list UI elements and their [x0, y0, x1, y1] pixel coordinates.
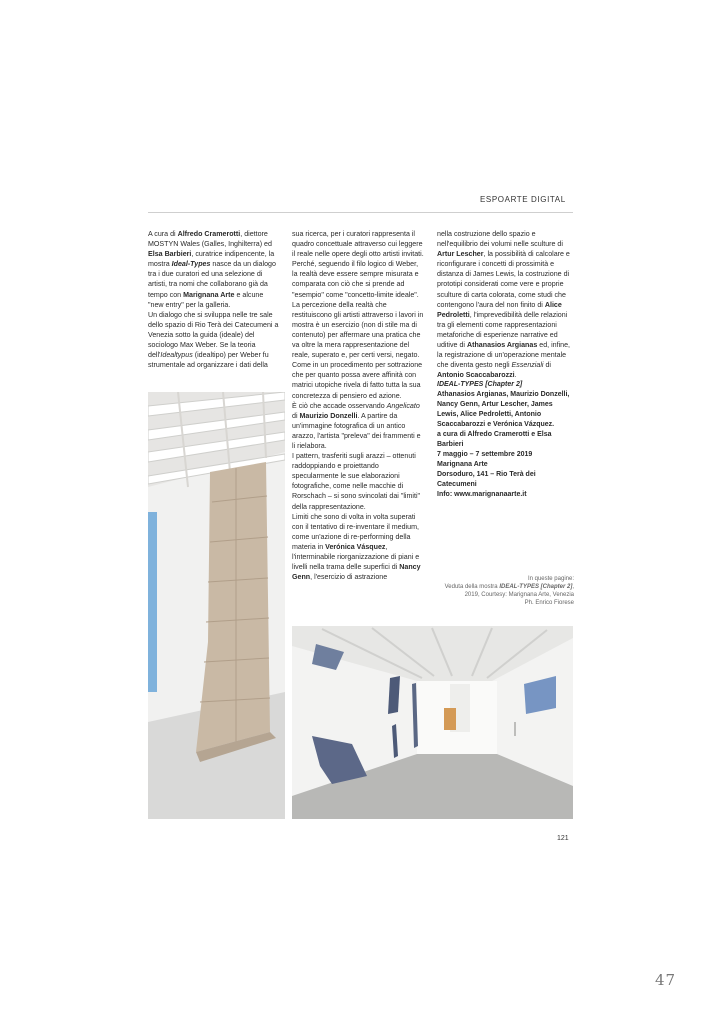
highlighted-text: Elsa Barbieri: [148, 250, 192, 259]
body-text: , la possibilità di calcolare e riconfigurare i concetti di prossimità e distanza di James Lewis, la costruzione di prototipi considerati come vere e proprie sculture di carta colorata, come studi che contengono l'aura del non finito di: [437, 250, 570, 309]
article-paragraph: [292, 512, 425, 583]
highlighted-text: Marignana Arte: [183, 290, 235, 299]
body-text: sua ricerca, per i curatori rappresenta il quadro concettuale attraverso cui leggere il reale nelle opere degli otto artisti invitati. Perché, seguendo il filo logico di Weber, la realtà deve essere sempre misurata e comparata con ciò che si prende ad "esempio" come "concetto-limite ideale".: [292, 230, 424, 299]
infobox-artists: Athanasios Argianas, Maurizio Donzelli, Nancy Genn, Artur Lescher, James Lewis, Alice Pedroletti, Antonio Scaccabarozzi e Verónica Vázquez.: [437, 391, 570, 429]
page-folio: 121: [557, 835, 569, 842]
body-text: A cura di: [148, 230, 178, 238]
exhibition-photo-corridor: [292, 626, 573, 819]
highlighted-text: Ideal-Types: [171, 260, 211, 269]
article-paragraph: [292, 300, 425, 361]
body-text: (idealtipo) per Weber fu strumentale ad organizzare i dati della: [148, 351, 269, 370]
body-text: di: [543, 361, 551, 370]
body-text: , l'esercizio di astrazione: [310, 573, 388, 582]
caption-line-1: In queste pagine:: [527, 576, 574, 582]
article-paragraph: [292, 360, 425, 400]
infobox-title: IDEAL-TYPES [Chapter 2]: [437, 381, 523, 389]
highlighted-text: Angelicato: [386, 401, 420, 410]
body-text: Un dialogo che si sviluppa nelle tre sale dello spazio di Rio Terà dei Catecumeni a Venezia sotto la guida (ideale) del sociologo Max Weber. Se la teoria dell': [148, 310, 279, 360]
body-text: , curatrice indipencente, la mostra: [148, 250, 275, 269]
article-paragraph: [148, 310, 280, 371]
page-number: 47: [655, 971, 677, 989]
highlighted-text: Alice Pedroletti: [437, 300, 562, 319]
magazine-header: ESPOARTE DIGITAL: [480, 195, 566, 204]
highlighted-text: Artur Lescher: [437, 250, 484, 259]
article-paragraph: [292, 401, 425, 451]
exhibition-infobox: [437, 380, 573, 500]
body-text: nella costruzione dello spazio e nell'equilibrio dei volumi nelle sculture di: [437, 230, 563, 249]
article-column-1: [148, 229, 280, 370]
caption-line-2-comma: ,: [572, 584, 574, 590]
article-column-3-text: [437, 229, 573, 380]
highlighted-text: Idealtypus: [160, 351, 193, 360]
highlighted-text: Verónica Vásquez: [325, 542, 386, 551]
body-text: . A partire da un'immagine fotografica di un antico arazzo, l'artista "preleva" dei frammenti e li rielabora.: [292, 411, 421, 450]
body-text: .: [514, 371, 517, 380]
body-text: Come in un procedimento per sottrazione che per quanto possa avere affinità con matrici utopiche rivela di fatto tutta la sua concretezza di pensiero ed azione.: [292, 361, 423, 400]
infobox-dates: 7 maggio – 7 settembre 2019: [437, 451, 533, 459]
highlighted-text: Nancy Genn: [292, 563, 421, 582]
infobox-address: Dorsoduro, 141 – Rio Terà dei Catecumeni: [437, 471, 536, 489]
photo-caption: [424, 575, 574, 607]
caption-line-2: [424, 583, 574, 591]
article-paragraph: [292, 229, 425, 300]
body-text: , diettore MOSTYN Wales (Galles, Inghilterra) ed: [148, 230, 272, 249]
highlighted-text: Maurizio Donzelli: [299, 411, 358, 420]
highlighted-text: Antonio Scaccabarozzi: [437, 371, 515, 380]
infobox-venue: Marignana Arte: [437, 461, 488, 469]
body-text: La percezione della realtà che restituiscono gli artisti attraverso i lavori in mostra è un esercizio (non di stile ma di contenuto) per affermare una pratica che va oltre la mera rappresentazione del reale, superato e, per certi versi, negato.: [292, 300, 424, 360]
body-text: , l'interminabile riorganizzazione di piani e livelli nella trama delle superfici di: [292, 542, 420, 572]
caption-line-2-text: Veduta della mostra: [444, 584, 500, 590]
body-text: I pattern, trasferiti sugli arazzi – ottenuti raddoppiando e proiettando specularmente le sue elaborazioni fotografiche, come nelle macchie di Rorschach – si sono svincolati dai "limiti" della rappresentazione.: [292, 452, 421, 511]
caption-line-3: 2019, Courtesy: Marignana Arte, Venezia: [464, 592, 574, 598]
highlighted-text: Athanasios Argianas: [466, 341, 538, 350]
article-column-3: [437, 229, 573, 500]
body-text: di: [292, 411, 300, 420]
exhibition-photo-pillar: [148, 392, 285, 819]
infobox-curators: a cura di Alfredo Cramerotti e Elsa Barbieri: [437, 431, 552, 449]
article-paragraph: [148, 229, 280, 310]
body-text: e alcune "new entry" per la galleria.: [148, 290, 264, 309]
caption-line-4: Ph. Enrico Fiorese: [524, 600, 574, 606]
body-text: nasce da un dialogo tra i due curatori ed una selezione di artisti, tra nomi che collaborano già da tempo con: [148, 260, 276, 299]
infobox-web: Info: www.marignanaarte.it: [437, 491, 527, 499]
body-text: È ciò che accade osservando: [292, 401, 387, 410]
highlighted-text: Alfredo Cramerotti: [177, 230, 241, 238]
article-column-2: [292, 229, 425, 582]
body-text: Limiti che sono di volta in volta superati con il tentativo di re-inventare il medium, come un'azione di re-performing della materia in: [292, 512, 419, 551]
caption-exhibition-title: IDEAL-TYPES [Chapter 2]: [499, 584, 573, 590]
body-text: , l'imprevedibilità delle relazioni tra gli elementi come rappresentazioni metaforiche di esperienze narrative ed uditive di: [437, 310, 568, 350]
body-text: ed, infine, la registrazione di un'operazione mentale che diventa gesto negli: [437, 341, 571, 370]
header-rule: [148, 212, 573, 213]
article-paragraph: [437, 229, 573, 380]
highlighted-text: Essenziali: [511, 361, 544, 370]
article-paragraph: [292, 451, 425, 512]
